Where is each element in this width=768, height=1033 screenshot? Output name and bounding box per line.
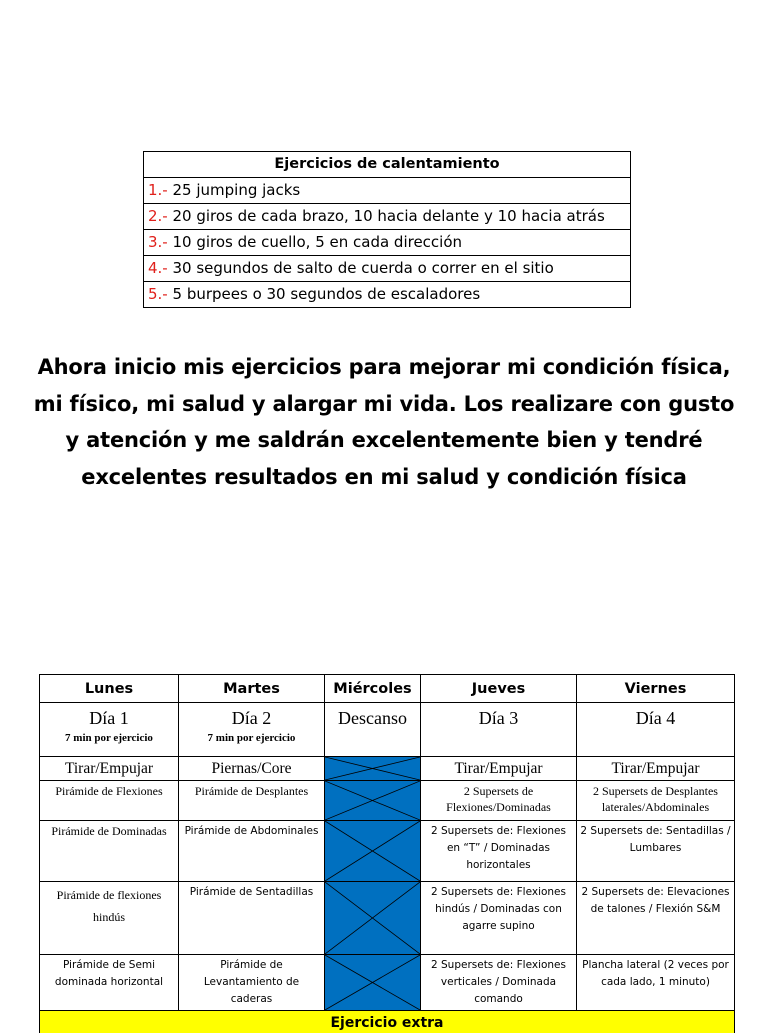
rest-cross-icon [325,821,420,881]
exercise-cell: 2 Supersets de: Flexiones verticales / Dominada comando [421,955,577,1011]
warmup-item-number: 1.- [148,181,168,199]
exercise-cell: 2 Supersets de Flexiones/Dominadas [421,781,577,821]
extra-exercise-row [40,1011,735,1033]
day-cell [577,703,735,757]
workout-type: Tirar/Empujar [577,757,735,781]
warmup-item-text: 30 segundos de salto de cuerda o correr en el sitio [168,259,554,277]
day-cell [421,703,577,757]
exercise-cell: 2 Supersets de: Flexiones hindús / Dominadas con agarre supino [421,882,577,955]
exercise-cell: 2 Supersets de: Flexiones en “T” / Dominadas horizontales [421,821,577,882]
schedule-type-row [40,757,735,781]
exercise-cell: Pirámide de flexiones hindús [40,882,179,955]
warmup-table [143,151,631,308]
rest-cross-icon [325,781,420,820]
rest-day-cell [325,821,421,882]
header-lunes: Lunes [40,675,179,703]
header-viernes: Viernes [577,675,735,703]
header-miercoles: Miércoles [325,675,421,703]
exercise-cell: Pirámide de Levantamiento de caderas [179,955,325,1011]
exercise-row [40,821,735,882]
exercise-cell: Pirámide de Desplantes [179,781,325,821]
exercise-cell: 2 Supersets de: Elevaciones de talones / Flexión S&M [577,882,735,955]
rest-day-cell [325,882,421,955]
day-cell [179,703,325,757]
workout-type: Tirar/Empujar [40,757,179,781]
warmup-item-text: 25 jumping jacks [168,181,301,199]
day-label: Descanso [327,707,418,729]
header-jueves: Jueves [421,675,577,703]
rest-day-cell [325,955,421,1011]
exercise-row [40,781,735,821]
affirmation-text: Ahora inicio mis ejercicios para mejorar mi condición física, mi físico, mi salud y alargar mi vida. Los realizare con gusto y atención y me saldrán excelentemente bien y tendré excelentes resultados en mi salud y condición física [30,349,738,495]
exercise-cell: Plancha lateral (2 veces por cada lado, 1 minuto) [577,955,735,1011]
exercise-row [40,955,735,1011]
warmup-item-number: 3.- [148,233,168,251]
day-label: Día 3 [423,707,574,729]
warmup-item [144,256,631,282]
rest-day-cell [325,781,421,821]
warmup-item [144,178,631,204]
warmup-item-number: 2.- [148,207,168,225]
day-label: Día 4 [579,707,732,729]
rest-day-cell [325,757,421,781]
exercise-cell: 2 Supersets de Desplantes laterales/Abdominales [577,781,735,821]
day-label: Día 2 [181,707,322,729]
rest-cross-icon [325,757,420,780]
exercise-cell: Pirámide de Flexiones [40,781,179,821]
schedule-header-row [40,675,735,703]
exercise-cell: Pirámide de Abdominales [179,821,325,882]
exercise-cell: Pirámide de Sentadillas [179,882,325,955]
header-martes: Martes [179,675,325,703]
warmup-item [144,204,631,230]
warmup-item [144,230,631,256]
day-cell [40,703,179,757]
day-cell [325,703,421,757]
rest-cross-icon [325,955,420,1010]
exercise-row [40,882,735,955]
minutes-note: 7 min por ejercicio [181,732,322,744]
exercise-cell: 2 Supersets de: Sentadillas / Lumbares [577,821,735,882]
day-label: Día 1 [42,707,176,729]
schedule-day-row [40,703,735,757]
warmup-item-number: 5.- [148,285,168,303]
rest-cross-icon [325,882,420,954]
extra-exercise-label: Ejercicio extra [40,1011,735,1033]
workout-type: Tirar/Empujar [421,757,577,781]
workout-type: Piernas/Core [179,757,325,781]
warmup-item-text: 5 burpees o 30 segundos de escaladores [168,285,480,303]
minutes-note: 7 min por ejercicio [42,732,176,744]
exercise-cell: Pirámide de Dominadas [40,821,179,882]
warmup-item-number: 4.- [148,259,168,277]
warmup-item-text: 10 giros de cuello, 5 en cada dirección [168,233,462,251]
warmup-item [144,282,631,308]
exercise-cell: Pirámide de Semi dominada horizontal [40,955,179,1011]
warmup-item-text: 20 giros de cada brazo, 10 hacia delante y 10 hacia atrás [168,207,605,225]
weekly-schedule-table [39,674,735,1033]
warmup-title: Ejercicios de calentamiento [144,152,631,178]
